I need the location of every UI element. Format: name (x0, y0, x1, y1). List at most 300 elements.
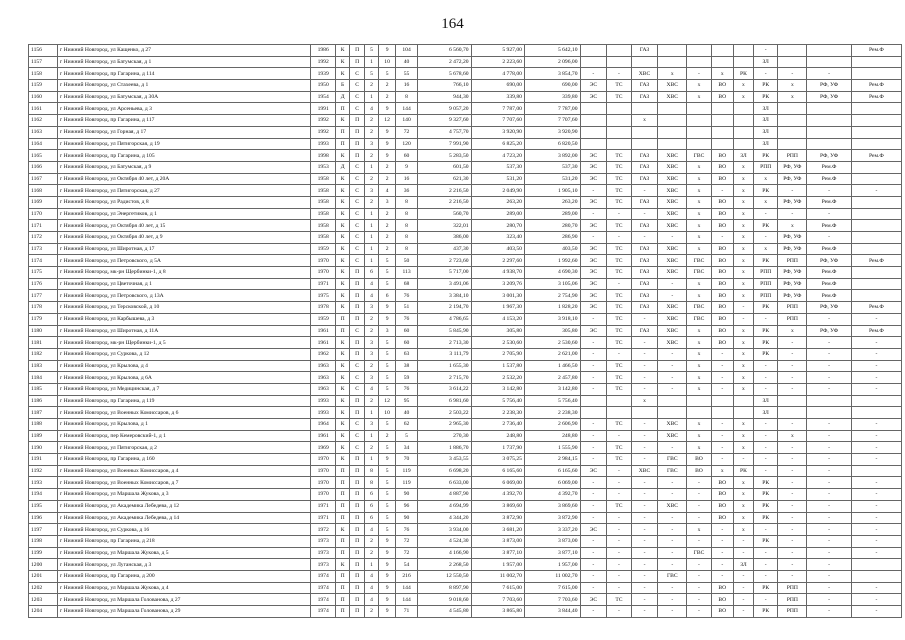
table-cell: - (753, 594, 777, 606)
table-cell (733, 45, 753, 57)
table-cell: 5 (379, 512, 396, 524)
table-cell: РПП (753, 290, 777, 302)
table-cell: 113 (395, 267, 417, 279)
table-cell: x (753, 196, 777, 208)
row-number-cell: 1187 (29, 407, 58, 419)
table-cell: ГВС (658, 454, 687, 466)
table-cell: x (733, 489, 753, 501)
table-cell: 7 703,60 (471, 594, 524, 606)
table-cell: - (631, 500, 658, 512)
table-cell: 9 (379, 454, 396, 466)
table-cell: 2 965,30 (418, 419, 471, 431)
table-cell: П (335, 465, 349, 477)
table-cell: К (335, 395, 349, 407)
table-cell: 3 142,80 (471, 383, 524, 395)
table-cell: 3 869,60 (524, 500, 580, 512)
table-cell: ХВС (658, 161, 687, 173)
table-cell: - (687, 489, 711, 501)
table-cell (851, 395, 901, 407)
table-cell (580, 103, 607, 115)
table-cell: РФ, УФ (778, 267, 807, 279)
table-row (29, 196, 902, 208)
address-cell: г Нижний Новгород, пр Гагарина, д 160 (57, 454, 311, 466)
row-number-cell: 1194 (29, 489, 58, 501)
table-cell: x (733, 161, 753, 173)
table-cell: - (687, 559, 711, 571)
table-cell: 1 957,00 (471, 559, 524, 571)
table-cell: ЗЛ (753, 395, 777, 407)
table-cell: - (658, 278, 687, 290)
table-cell: - (851, 524, 901, 536)
table-cell: 1954 (311, 91, 335, 103)
table-cell: ЭС (580, 161, 607, 173)
table-cell: x (711, 465, 733, 477)
table-cell: 1 828,20 (524, 302, 580, 314)
table-cell: П (350, 278, 364, 290)
table-cell: 2 (364, 126, 378, 138)
table-cell: - (631, 372, 658, 384)
table-cell: 3 (364, 185, 378, 197)
table-cell: 7 787,00 (471, 103, 524, 115)
table-cell: 2 (364, 535, 378, 547)
table-cell: П (350, 267, 364, 279)
table-cell: - (580, 383, 607, 395)
table-cell: ЭС (580, 255, 607, 267)
table-cell (851, 465, 901, 477)
table-cell (607, 103, 631, 115)
table-cell: РПП (778, 594, 807, 606)
row-number-cell: 1157 (29, 56, 58, 68)
row-number-cell: 1158 (29, 68, 58, 80)
table-cell: ЭС (580, 278, 607, 290)
table-cell: - (631, 208, 658, 220)
table-cell: 120 (395, 138, 417, 150)
row-number-cell: 1174 (29, 255, 58, 267)
table-cell: 76 (395, 524, 417, 536)
page-number: 164 (441, 16, 464, 32)
table-cell: - (807, 68, 851, 80)
table-row (29, 348, 902, 360)
table-cell: 90 (395, 512, 417, 524)
table-cell: 1970 (311, 267, 335, 279)
table-cell: x (687, 232, 711, 244)
table-cell: ГВС (658, 570, 687, 582)
table-cell: - (778, 512, 807, 524)
table-cell (658, 126, 687, 138)
table-cell: - (631, 594, 658, 606)
table-cell: П (350, 138, 364, 150)
table-cell: 1 655,30 (418, 360, 471, 372)
table-cell: - (631, 570, 658, 582)
table-cell: ХВС (658, 173, 687, 185)
table-cell: С (350, 185, 364, 197)
table-cell: ТС (607, 185, 631, 197)
table-cell: Рем.Ф (851, 150, 901, 162)
table-cell: 9 (379, 302, 396, 314)
table-cell: 2 (364, 80, 378, 92)
table-cell: 9 057,20 (418, 103, 471, 115)
table-cell: ХВС (658, 196, 687, 208)
table-cell: 59 (395, 372, 417, 384)
table-cell: 289,00 (471, 208, 524, 220)
table-cell: 1 (364, 255, 378, 267)
table-cell: РК (733, 465, 753, 477)
table-cell: - (658, 594, 687, 606)
table-row (29, 126, 902, 138)
table-cell: РФ, УФ (778, 161, 807, 173)
table-cell: 3 (364, 337, 378, 349)
table-cell: ГАЗ (631, 45, 658, 57)
table-cell: - (711, 232, 733, 244)
table-cell: ХВС (658, 208, 687, 220)
table-cell: - (658, 372, 687, 384)
table-cell (658, 115, 687, 127)
address-cell: г Нижний Новгород, ул Стахеева, д 1 (57, 80, 311, 92)
address-cell: г Нижний Новгород, ул Маршала Жукова, д 3 (57, 489, 311, 501)
table-cell: - (631, 535, 658, 547)
table-cell: 1974 (311, 570, 335, 582)
table-cell: 36 (395, 185, 417, 197)
table-cell: ТС (607, 243, 631, 255)
table-cell: 4 938,70 (471, 267, 524, 279)
table-cell: - (807, 594, 851, 606)
table-cell: - (753, 313, 777, 325)
table-cell: - (580, 68, 607, 80)
table-cell: - (807, 559, 851, 571)
table-cell: 11 002,70 (524, 570, 580, 582)
table-cell: x (733, 419, 753, 431)
table-cell: 289,00 (524, 208, 580, 220)
table-cell: 1961 (311, 337, 335, 349)
table-cell: 1970 (311, 489, 335, 501)
table-cell: К (335, 302, 349, 314)
table-cell: 537,30 (471, 161, 524, 173)
table-cell: Рем.Ф (807, 220, 851, 232)
table-cell: 6 633,00 (418, 477, 471, 489)
table-cell: - (778, 570, 807, 582)
table-row (29, 115, 902, 127)
table-cell: 8 (364, 477, 378, 489)
table-cell: К (335, 348, 349, 360)
table-cell: С (350, 68, 364, 80)
table-cell: 4 392,70 (524, 489, 580, 501)
table-cell: 5 (379, 337, 396, 349)
table-cell (851, 68, 901, 80)
table-cell: С (350, 442, 364, 454)
table-cell: - (711, 430, 733, 442)
table-cell: 8 (395, 196, 417, 208)
table-cell: - (753, 465, 777, 477)
table-cell: 1962 (311, 348, 335, 360)
table-cell: 560,70 (418, 208, 471, 220)
table-cell: 1963 (311, 360, 335, 372)
table-cell: 5 (379, 442, 396, 454)
table-cell: С (350, 372, 364, 384)
table-cell: - (807, 442, 851, 454)
table-cell (607, 395, 631, 407)
table-cell: - (778, 465, 807, 477)
table-cell: - (807, 383, 851, 395)
table-cell: - (851, 337, 901, 349)
table-cell: К (335, 360, 349, 372)
table-cell: ТС (607, 442, 631, 454)
address-cell: г Нижний Новгород, ул Батумская, д 30А (57, 91, 311, 103)
table-cell: - (733, 570, 753, 582)
table-row (29, 559, 902, 571)
table-cell: 1986 (311, 45, 335, 57)
table-cell: 3 873,00 (471, 535, 524, 547)
table-cell (687, 395, 711, 407)
table-cell: - (607, 559, 631, 571)
table-cell: - (807, 313, 851, 325)
table-cell (807, 103, 851, 115)
table-cell: 2 (364, 442, 378, 454)
table-cell: - (807, 185, 851, 197)
table-cell: РК (753, 255, 777, 267)
table-cell: - (753, 430, 777, 442)
table-cell (778, 407, 807, 419)
table-row (29, 313, 902, 325)
table-cell: Рем.Ф (807, 196, 851, 208)
table-cell: 4 (364, 524, 378, 536)
row-number-cell: 1171 (29, 220, 58, 232)
table-cell (711, 126, 733, 138)
table-cell (851, 559, 901, 571)
table-row (29, 383, 902, 395)
table-cell: x (711, 68, 733, 80)
table-cell: ХВС (658, 325, 687, 337)
table-cell: 9 (379, 570, 396, 582)
table-cell: 3 (364, 348, 378, 360)
table-cell: РФ, УФ (807, 150, 851, 162)
table-cell: ХВС (658, 302, 687, 314)
table-row (29, 325, 902, 337)
table-cell: 4 166,90 (418, 547, 471, 559)
table-cell: 2 532,20 (471, 372, 524, 384)
table-cell: - (580, 419, 607, 431)
table-cell: 3 111,79 (418, 348, 471, 360)
table-cell: - (753, 360, 777, 372)
table-cell: ТС (607, 360, 631, 372)
table-cell: 3 872,90 (524, 512, 580, 524)
table-cell: 1958 (311, 196, 335, 208)
table-cell: П (350, 337, 364, 349)
table-cell: 1991 (311, 103, 335, 115)
table-cell: ТС (607, 325, 631, 337)
table-cell: 1 537,80 (471, 360, 524, 372)
table-cell: 1958 (311, 232, 335, 244)
row-number-cell: 1201 (29, 570, 58, 582)
table-row (29, 267, 902, 279)
table-cell (711, 138, 733, 150)
table-cell: П (335, 500, 349, 512)
table-cell: x (733, 430, 753, 442)
table-row (29, 547, 902, 559)
table-cell: - (753, 383, 777, 395)
address-cell: г Нижний Новгород, ул Энергетиков, д 1 (57, 208, 311, 220)
table-row (29, 208, 902, 220)
table-cell: 5 (379, 360, 396, 372)
table-cell: 1958 (311, 220, 335, 232)
table-cell: 9 018,60 (418, 594, 471, 606)
table-cell: - (807, 535, 851, 547)
table-cell: Рем.Ф (807, 243, 851, 255)
table-cell: 3 (364, 138, 378, 150)
table-cell: 2 223,60 (471, 56, 524, 68)
table-cell: 76 (395, 313, 417, 325)
table-cell: П (335, 512, 349, 524)
table-cell: 2 238,30 (524, 407, 580, 419)
table-cell: 2 (364, 313, 378, 325)
table-cell: - (687, 500, 711, 512)
address-cell: г Нижний Новгород, пер Кемеровский-1, д 1 (57, 430, 311, 442)
table-cell: К (335, 173, 349, 185)
table-cell: 9 327,60 (418, 115, 471, 127)
table-cell: 4 723,20 (471, 150, 524, 162)
table-cell: Б (335, 80, 349, 92)
table-cell: 1 (364, 56, 378, 68)
table-cell: - (607, 477, 631, 489)
table-cell: 3 877,10 (524, 547, 580, 559)
table-cell: - (753, 45, 777, 57)
table-cell: С (350, 91, 364, 103)
table-cell: 690,00 (524, 80, 580, 92)
table-cell: - (711, 372, 733, 384)
table-cell: ВО (711, 196, 733, 208)
table-cell: 3 877,10 (471, 547, 524, 559)
table-cell: - (851, 419, 901, 431)
table-cell: ГВС (687, 255, 711, 267)
table-cell: П (350, 302, 364, 314)
table-cell: 3 872,90 (471, 512, 524, 524)
table-cell (580, 45, 607, 57)
table-cell: 1964 (311, 419, 335, 431)
table-cell: С (350, 383, 364, 395)
table-cell: ТС (607, 419, 631, 431)
table-cell (580, 138, 607, 150)
table-cell: 1 (364, 232, 378, 244)
table-cell: 1970 (311, 477, 335, 489)
table-cell: П (350, 477, 364, 489)
table-cell (807, 56, 851, 68)
table-row (29, 535, 902, 547)
table-cell: 1969 (311, 442, 335, 454)
table-cell (607, 115, 631, 127)
table-cell: - (631, 232, 658, 244)
table-cell: 2 (379, 232, 396, 244)
table-cell: ГАЗ (631, 243, 658, 255)
table-cell: x (733, 196, 753, 208)
table-cell: - (631, 383, 658, 395)
table-cell: РФ, УФ (807, 325, 851, 337)
table-cell: - (753, 442, 777, 454)
table-cell: 4 786,65 (418, 313, 471, 325)
table-cell: 1993 (311, 407, 335, 419)
table-cell: - (851, 594, 901, 606)
table-cell: П (335, 313, 349, 325)
table-row (29, 430, 902, 442)
row-number-cell: 1178 (29, 302, 58, 314)
table-cell: 2 (379, 161, 396, 173)
table-cell: 5 678,60 (418, 68, 471, 80)
table-cell: x (733, 372, 753, 384)
table-cell: - (580, 606, 607, 618)
table-cell: 1992 (311, 115, 335, 127)
table-cell: 3 (364, 372, 378, 384)
table-cell: 1 555,90 (524, 442, 580, 454)
table-cell: 5 756,40 (524, 395, 580, 407)
address-cell: г Нижний Новгород, ул Военных Комиссаров, д 7 (57, 477, 311, 489)
table-cell: П (350, 115, 364, 127)
table-cell (807, 395, 851, 407)
table-cell: ЭС (580, 465, 607, 477)
table-cell (851, 570, 901, 582)
table-cell: ЭС (580, 91, 607, 103)
table-cell: 6 (364, 500, 378, 512)
table-cell: 4 694,99 (418, 500, 471, 512)
table-cell: К (335, 185, 349, 197)
table-cell: 4 524,30 (418, 535, 471, 547)
table-cell: x (687, 383, 711, 395)
table-cell: 2 (364, 606, 378, 618)
table-row (29, 150, 902, 162)
table-cell: 1 886,70 (418, 442, 471, 454)
table-cell: - (778, 535, 807, 547)
table-cell: 3 142,80 (524, 383, 580, 395)
table-cell: 4 344,20 (418, 512, 471, 524)
table-cell: ВО (711, 313, 733, 325)
table-cell: ЗЛ (753, 407, 777, 419)
table-cell: ТС (607, 220, 631, 232)
table-cell (580, 115, 607, 127)
row-number-cell: 1161 (29, 103, 58, 115)
table-cell: - (807, 337, 851, 349)
table-cell: П (335, 489, 349, 501)
table-cell (658, 56, 687, 68)
table-cell: 7 615,00 (524, 582, 580, 594)
table-cell: 2 (364, 360, 378, 372)
table-cell: 6 (364, 489, 378, 501)
table-cell: - (580, 559, 607, 571)
table-row (29, 465, 902, 477)
table-cell: 1959 (311, 243, 335, 255)
table-cell (658, 407, 687, 419)
table-cell: - (711, 383, 733, 395)
address-cell: г Нижний Новгород, ул Военных Комиссаров, д 4 (57, 465, 311, 477)
table-cell: ТС (607, 161, 631, 173)
table-cell: П (335, 606, 349, 618)
table-cell: - (607, 278, 631, 290)
table-cell: 4 778,00 (471, 68, 524, 80)
address-cell: г Нижний Новгород, ул Медицинская, д 7 (57, 383, 311, 395)
table-cell: К (335, 442, 349, 454)
table-cell: ГВС (687, 267, 711, 279)
table-cell: 38 (395, 360, 417, 372)
table-cell: 5 756,40 (471, 395, 524, 407)
table-cell: - (580, 547, 607, 559)
table-cell: - (753, 547, 777, 559)
table-cell: - (711, 442, 733, 454)
table-cell: 1 905,10 (524, 185, 580, 197)
address-cell: г Нижний Новгород, ул Октября 40 лет, д 9 (57, 232, 311, 244)
table-cell: - (711, 348, 733, 360)
table-cell: П (350, 454, 364, 466)
table-cell: Рем.Ф (807, 161, 851, 173)
table-cell: 7 703,60 (524, 594, 580, 606)
table-cell (607, 126, 631, 138)
table-cell: 34 (395, 442, 417, 454)
table-row (29, 372, 902, 384)
